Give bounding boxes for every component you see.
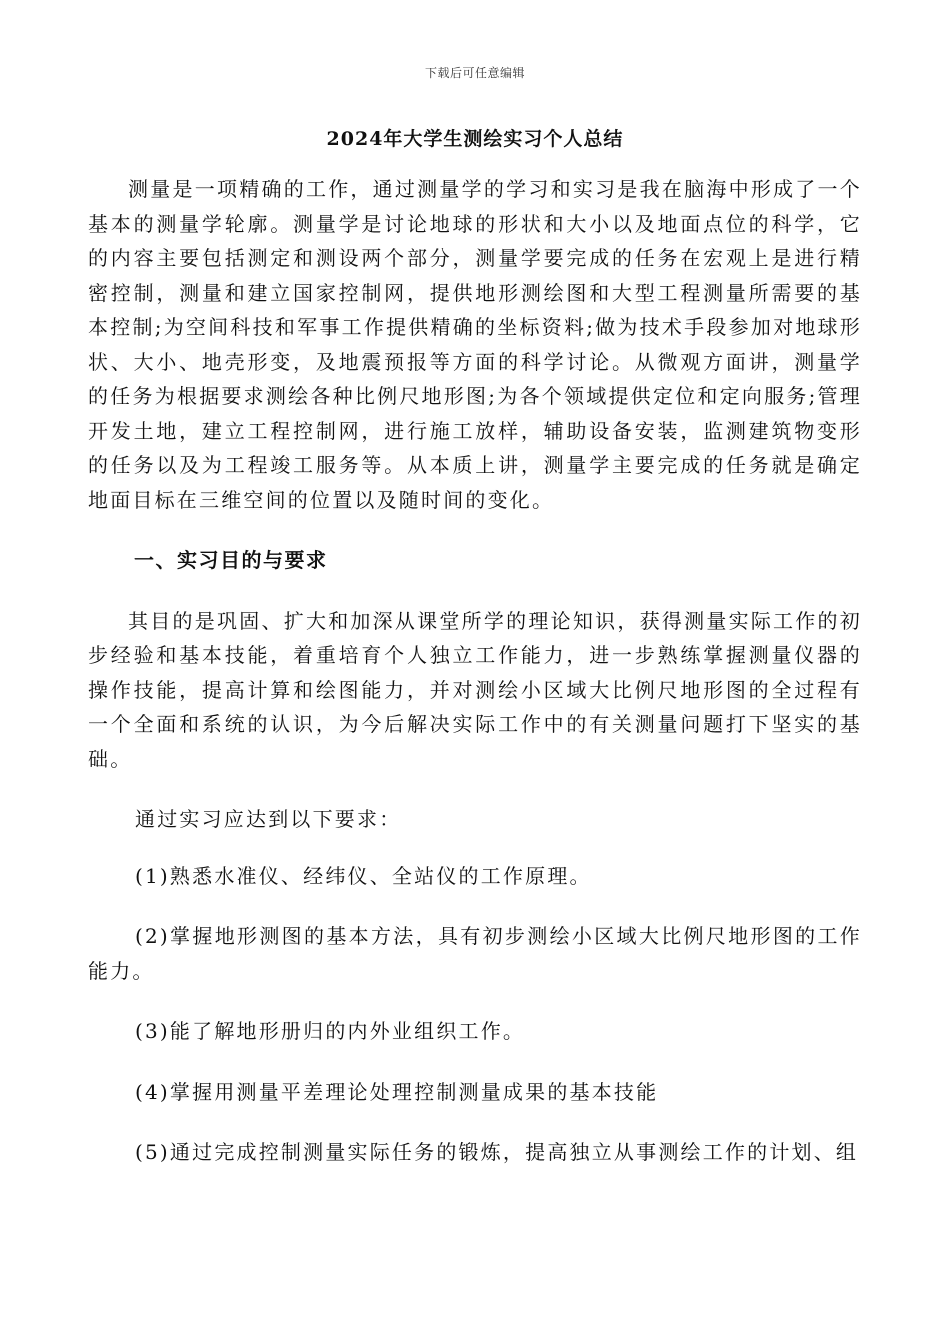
purpose-paragraph: 其目的是巩固、扩大和加深从课堂所学的理论知识，获得测量实际工作的初步经验和基本技能，着重培育个人独立工作能力，进一步熟练掌握测量仪器的操作技能，提高计算和绘图能力，并对测绘小区域大比例尺地形图的全过程有一个全面和系统的认识，为今后解决实际工作中的有关测量问题打下坚实的基础。 [88,608,862,771]
document-body [88,172,862,1170]
requirement-item: (5)通过完成控制测量实际任务的锻炼，提高独立从事测绘工作的计划、组 [135,1140,859,1164]
requirements-intro: 通过实习应达到以下要求： [135,807,402,831]
header-note: 下载后可任意编辑 [424,66,525,80]
intro-paragraph: 测量是一项精确的工作，通过测量学的学习和实习是我在脑海中形成了一个基本的测量学轮廓。测量学是讨论地球的形状和大小以及地面点位的科学，它的内容主要包括测定和测设两个部分，测量学要完成的任务在宏观上是进行精密控制，测量和建立国家控制网，提供地形测绘图和大型工程测量所需要的基本控制;为空间科技和军事工作提供精确的坐标资料;做为技术手段参加对地球形状、大小、地壳形变，及地震预报等方面的科学讨论。从微观方面讲，测量学的任务为根据要求测绘各种比例尺地形图;为各个领域提供定位和定向服务;管理开发土地，建立工程控制网，进行施工放样，辅助设备安装，监测建筑物变形的任务以及为工程竣工服务等。从本质上讲，测量学主要完成的任务就是确定地面目标在三维空间的位置以及随时间的变化。 [88,177,862,512]
requirement-item: (2)掌握地形测图的基本方法，具有初步测绘小区域大比例尺地形图的工作能力。 [88,924,862,983]
document-title: 2024年大学生测绘实习个人总结 [326,128,624,150]
requirement-item: (4)掌握用测量平差理论处理控制测量成果的基本技能 [135,1079,659,1104]
requirement-item: (3)能了解地形册归的内外业组织工作。 [135,1019,526,1043]
section-heading: 一、实习目的与要求 [134,548,328,572]
requirement-item: (1)熟悉水准仪、经纬仪、全站仪的工作原理。 [135,863,592,888]
